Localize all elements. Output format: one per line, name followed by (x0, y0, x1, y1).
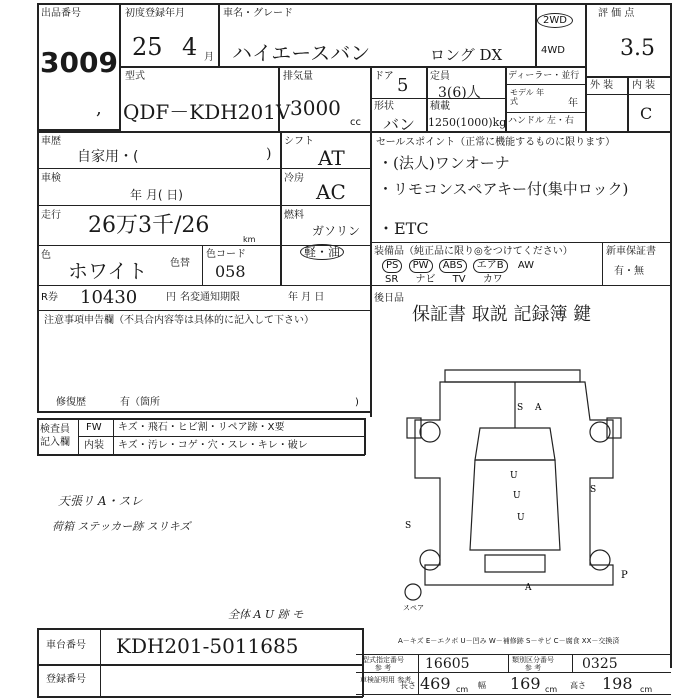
spec-top (356, 654, 671, 655)
diagram-mark-1: S (517, 403, 524, 413)
lot-label: 出品番号 (41, 8, 81, 19)
first-reg-year: 25 (132, 33, 163, 61)
mileage-label: 走行 (41, 210, 61, 221)
fuel-option (300, 243, 344, 260)
eval-label: 評 価 点 (598, 8, 635, 19)
doors: 5 (397, 75, 409, 96)
hdiv-d4 (37, 285, 671, 286)
left-border (37, 131, 39, 411)
ref-label-2: 参 考 (524, 664, 542, 672)
type-num-label-text: 型式指定番号 (362, 656, 404, 664)
wheel-rl (420, 550, 440, 570)
wheel-fl (420, 422, 440, 442)
insp-mid (78, 436, 365, 437)
eval-score: 3.5 (620, 36, 655, 61)
length: 469 (420, 674, 451, 693)
equip-sr: SR (385, 274, 399, 285)
color: ホワイト (68, 259, 148, 283)
hdiv-dealer2 (505, 112, 585, 113)
width-label: 幅 (478, 681, 486, 690)
class-num-label (512, 656, 554, 672)
note-bottom: 全体 A U 跡 モ (228, 608, 304, 621)
right-border (670, 3, 672, 668)
shape-label: 形状 (374, 101, 394, 112)
carname-label: 車名・グレード (223, 8, 293, 19)
equip-row-2 (385, 274, 503, 285)
selling-item-2: ・リモコンスペアキー付(集中ロック) (378, 180, 629, 198)
drive-2wd-text: 2WD (543, 15, 567, 26)
yen-label: 円 (166, 292, 176, 303)
handle-label: ハンドル 左・右 (508, 116, 574, 126)
footer-top (37, 628, 363, 630)
front-bumper (445, 370, 580, 382)
inspection: 年 月( 日) (130, 188, 183, 202)
fuel: ガソリン (312, 224, 361, 238)
footer-mid (37, 664, 363, 666)
ext-label: 外 装 (590, 80, 614, 91)
r-label: R券 (41, 292, 58, 303)
diagram-mark-6: S (590, 485, 597, 495)
width-unit: cm (545, 685, 558, 694)
after-label: 後日品 (374, 293, 404, 304)
model: QDF－KDH201V (123, 100, 291, 124)
spec-v1 (418, 654, 419, 694)
insp-bot (37, 454, 365, 456)
shape: バン (383, 115, 416, 134)
color-code: 058 (215, 262, 246, 281)
hdiv-d5 (37, 310, 370, 311)
rear-window (485, 555, 545, 572)
ref-label-1: 参 考 (374, 664, 392, 672)
width: 169 (510, 674, 541, 693)
type-num: 16605 (425, 656, 470, 672)
repair-value: 有（箇所 (120, 397, 160, 408)
class-num: 0325 (582, 656, 618, 672)
color-code-label: 色コード (206, 249, 246, 260)
spec-bot (356, 694, 671, 695)
footer-vdiv (100, 628, 101, 697)
vdiv-c (585, 3, 587, 131)
cert-label: 車検証明用 参考 (360, 676, 412, 684)
year-suffix: 年 (568, 98, 578, 109)
diagram-mark-2: A (535, 403, 542, 413)
diagram-mark-8: A (525, 583, 532, 593)
header-divider-2 (37, 131, 671, 133)
footer-bot (37, 696, 363, 698)
int-text: キズ・汚レ・コゲ・穴・スレ・キレ・破レ (118, 440, 308, 451)
vehicle-diagram (385, 360, 645, 620)
equip-abs: ABS (439, 259, 467, 273)
height-unit: cm (640, 685, 653, 694)
load-label: 積載 (430, 101, 450, 112)
fw-text: キズ・飛石・ヒビ割・リペア跡・X要 (118, 422, 285, 433)
vdiv-a (218, 3, 220, 67)
hdiv-equip (370, 242, 671, 243)
equip-leather: カワ (482, 274, 503, 285)
shift: AT (318, 146, 345, 170)
chassis: KDH201-5011685 (116, 634, 299, 658)
type-num-label (362, 656, 404, 672)
height-label: 高さ (570, 681, 586, 690)
repair-close: ) (355, 397, 359, 408)
spare-wheel (405, 584, 421, 600)
ac-label: 冷房 (284, 173, 304, 184)
ac: AC (316, 180, 346, 204)
first-reg-month: 4 (182, 33, 198, 61)
km-label: km (243, 235, 256, 244)
equip-ps: PS (382, 259, 402, 273)
diagram-mark-3: U (510, 471, 518, 481)
mileage: 26万3千/26 (88, 213, 210, 238)
hdiv-repair (37, 411, 371, 413)
usage-close: ) (266, 146, 272, 162)
reg-label: 登録番号 (46, 674, 86, 685)
drive-2wd (537, 13, 573, 28)
vdiv-details (280, 131, 282, 285)
top-border (121, 3, 671, 5)
note-2: 荷箱 ステッカー跡 スリキズ (52, 520, 191, 533)
warranty: 有・無 (614, 266, 644, 277)
equip-airbag: エアB (473, 259, 508, 273)
length-unit: cm (456, 685, 469, 694)
int-insp-label: 内装 (84, 440, 104, 451)
equip-aw: AW (517, 260, 534, 271)
model-label: 型式 (125, 71, 145, 82)
model-year-label: モデル 年式 (510, 88, 545, 106)
doors-label: ドア (374, 71, 394, 82)
vdiv-details2 (370, 131, 372, 417)
diagram-mark-9: P (621, 570, 628, 581)
first-reg-label: 初度登録年月 (125, 8, 185, 19)
cc-label: cc (350, 117, 361, 128)
diagram-mark-5: S (405, 521, 412, 531)
grade: ロング DX (430, 46, 503, 64)
usage-label: 車歴 (41, 136, 61, 147)
model-prefix: , (96, 98, 102, 119)
class-num-label-text: 類別区分番号 (512, 656, 554, 664)
length-label: 長さ (400, 681, 416, 690)
vdiv-b (535, 3, 537, 67)
fuel-option-text: 軽・油 (300, 244, 344, 260)
equip-label: 装備品（純正品に限り◎をつけてください） (374, 246, 573, 257)
spec-v3 (572, 654, 573, 672)
insp-top (37, 418, 365, 420)
insp-left (37, 418, 39, 455)
spec-v2 (508, 654, 509, 672)
hdiv-dealer (505, 84, 585, 85)
spare-label: スペア (403, 604, 424, 612)
repair-label: 修復歴 (56, 397, 86, 408)
month-suffix: 月 (204, 52, 214, 63)
chassis-label: 車台番号 (46, 640, 86, 651)
vdiv-warranty (602, 242, 603, 285)
insp-v1 (78, 418, 79, 455)
after-value: 保証書 取説 記録簿 鍵 (412, 304, 592, 325)
inspection-label: 車検 (41, 173, 61, 184)
usage: 自家用・( (77, 149, 139, 165)
eval-divider-2 (585, 94, 671, 95)
color-change-label: 色替 (170, 258, 190, 269)
warranty-label: 新車保証書 (606, 246, 656, 257)
equip-pw: PW (409, 259, 433, 273)
equip-navi: ナビ (415, 274, 436, 285)
load: 1250(1000)kg (428, 116, 507, 129)
name-change-value: 年 月 日 (288, 292, 325, 303)
windshield (475, 428, 555, 460)
selling-item-1: ・(法人)ワンオーナ (378, 154, 510, 172)
left-mirror (407, 418, 421, 438)
footer-left (37, 628, 39, 697)
notice-label: 注意事項申告欄（不具合内容等は具体的に記入して下さい） (44, 315, 314, 326)
r-value: 10430 (80, 287, 138, 308)
wheel-rr (590, 550, 610, 570)
shift-label: シフト (284, 136, 314, 147)
fuel-label: 燃料 (284, 210, 304, 221)
eval-vdiv (627, 76, 629, 131)
name-change-label: 名変通知期限 (180, 292, 240, 303)
dealer-label: ディーラー・並行 (508, 71, 580, 81)
selling-item-3: ・ETC (378, 219, 429, 238)
vdiv-color (202, 245, 203, 285)
inspector-label: 検査員 記入欄 (40, 424, 70, 448)
diagram-legend: A－キズ E－エクボ U－凹み W－補修跡 S－サビ C－腐食 XX－交換済 (398, 637, 620, 645)
carname: ハイエースバン (232, 41, 371, 65)
drive-4wd: 4WD (541, 45, 565, 56)
fw-label: FW (86, 422, 102, 433)
equip-tv: TV (452, 274, 466, 285)
displacement: 3000 (290, 96, 341, 120)
note-1: 天張リ A・スレ (58, 494, 143, 508)
capacity: 3(6)人 (438, 85, 481, 101)
displacement-label: 排気量 (283, 71, 313, 82)
header-divider-1 (121, 66, 585, 68)
capacity-label: 定員 (430, 71, 450, 82)
int-grade: C (640, 104, 653, 123)
equip-row-1 (382, 259, 534, 273)
lot-number: 3009 (40, 46, 118, 79)
height: 198 (602, 674, 633, 693)
int-label: 内 装 (632, 80, 656, 91)
hdiv-d2 (37, 205, 370, 206)
diagram-mark-4: U (513, 491, 521, 501)
spec-mid (356, 672, 671, 673)
insp-v2 (113, 418, 114, 455)
diagram-mark-7: U (517, 513, 525, 523)
color-label: 色 (41, 250, 51, 261)
selling-label: セールスポイント（正常に機能するものに限ります） (376, 137, 616, 148)
insp-right (364, 418, 366, 455)
